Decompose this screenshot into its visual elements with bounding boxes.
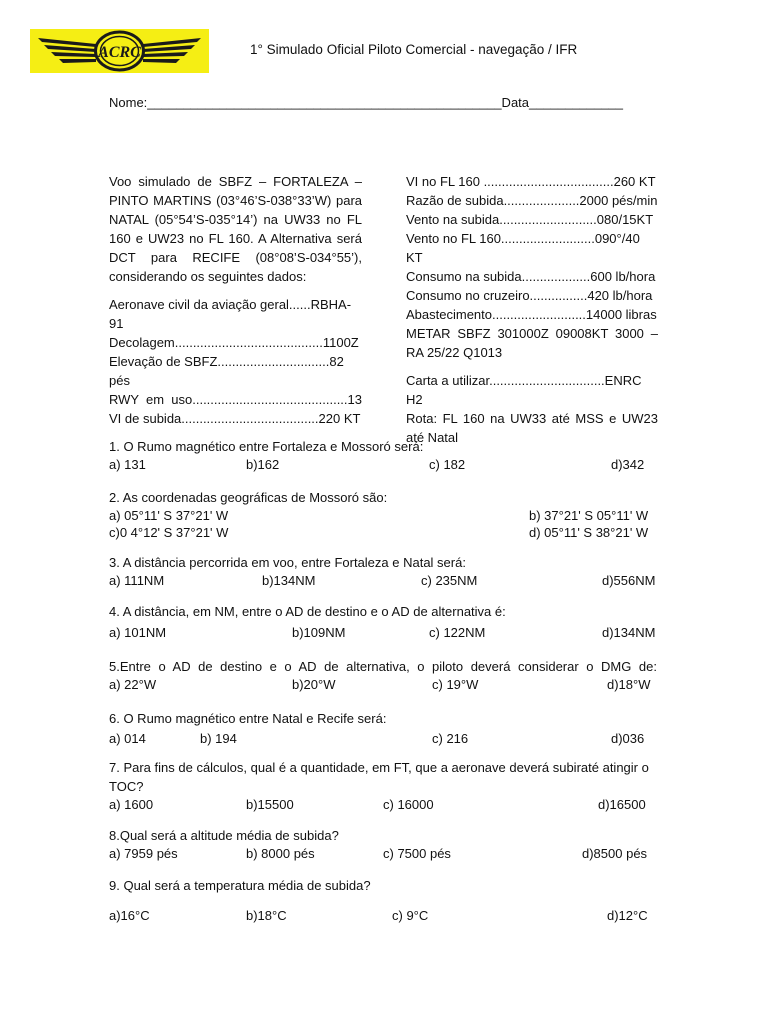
data-line: Consumo na subida...................600 lb/hora bbox=[406, 269, 656, 284]
answer-b: b) 8000 pés bbox=[246, 846, 315, 861]
answer-b: b)134NM bbox=[262, 573, 316, 588]
data-line: Aeronave civil da aviação geral......RBHA-91 bbox=[109, 297, 352, 331]
question-text: 1. O Rumo magnético entre Fortaleza e Mossoró será: bbox=[109, 439, 424, 454]
answer-d: d)12°C bbox=[607, 908, 648, 923]
answer-c: c) 235NM bbox=[421, 573, 478, 588]
data-line: Vento na subida...........................080/15KT bbox=[406, 212, 654, 227]
answer-a: a)16°C bbox=[109, 908, 150, 923]
answer-a: a) 101NM bbox=[109, 625, 167, 640]
question-text: 9. Qual será a temperatura média de subida? bbox=[109, 878, 371, 893]
acrc-logo bbox=[30, 29, 209, 73]
answer-a: a) 014 bbox=[109, 731, 146, 746]
answer-d: d)036 bbox=[611, 731, 645, 746]
question-1 bbox=[109, 437, 645, 473]
question-text: 6. O Rumo magnético entre Natal e Recife será: bbox=[109, 711, 387, 726]
answer-d: d)16500 bbox=[598, 797, 646, 812]
question-text: 4. A distância, em NM, entre o AD de destino e o AD de alternativa é: bbox=[109, 604, 506, 619]
question-6 bbox=[109, 709, 645, 747]
answer-b: b) 37°21' S 05°11' W bbox=[529, 508, 649, 523]
question-text: 5.Entre o AD de destino e o AD de alternativa, o piloto deverá considerar o DMG de: bbox=[109, 659, 657, 674]
answer-c: c) 19°W bbox=[432, 677, 479, 692]
answer-a: a) 22°W bbox=[109, 677, 157, 692]
answer-d: d)18°W bbox=[607, 677, 651, 692]
name-date-line: Nome:_________________________________________________Data_____________ bbox=[109, 95, 624, 110]
flight-data bbox=[406, 172, 658, 447]
answer-b: b) 194 bbox=[200, 731, 237, 746]
question-9 bbox=[109, 876, 648, 924]
answer-d: d)556NM bbox=[602, 573, 656, 588]
answer-b: b)18°C bbox=[246, 908, 287, 923]
answer-b: b)20°W bbox=[292, 677, 336, 692]
answer-d: d) 05°11' S 38°21' W bbox=[529, 525, 649, 540]
data-line: VI de subida......................................220 KT bbox=[109, 411, 361, 426]
answer-d: d)8500 pés bbox=[582, 846, 648, 861]
answer-d: d)134NM bbox=[602, 625, 656, 640]
data-line: Elevação de SBFZ...............................82 pés bbox=[109, 354, 344, 388]
answer-c: c) 7500 pés bbox=[383, 846, 451, 861]
question-text: 3. A distância percorrida em voo, entre Fortaleza e Natal será: bbox=[109, 555, 466, 570]
answer-a: a) 111NM bbox=[109, 573, 165, 588]
answer-b: b)109NM bbox=[292, 625, 346, 640]
data-line: Vento no FL 160..........................090°/40 KT bbox=[406, 231, 640, 265]
question-8 bbox=[109, 826, 648, 862]
question-text: 7. Para fins de cálculos, qual é a quantidade, em FT, que a aeronave deverá subiraté atingir o TOC? bbox=[109, 760, 649, 794]
answer-b: b)162 bbox=[246, 457, 280, 472]
answer-a: a) 7959 pés bbox=[109, 846, 178, 861]
answer-c: c) 122NM bbox=[429, 625, 486, 640]
question-3 bbox=[109, 553, 656, 589]
answer-a: a) 05°11' S 37°21' W bbox=[109, 508, 229, 523]
question-text: 8.Qual será a altitude média de subida? bbox=[109, 828, 339, 843]
answer-c: c) 216 bbox=[432, 731, 469, 746]
data-line: Abastecimento..........................14000 libras bbox=[406, 307, 657, 322]
data-line: Razão de subida.....................2000 pés/min bbox=[406, 193, 658, 208]
logo-text: ACRC bbox=[98, 44, 141, 61]
answer-c: c)0 4°12' S 37°21' W bbox=[109, 525, 229, 540]
answer-b: b)15500 bbox=[246, 797, 294, 812]
question-5 bbox=[109, 657, 657, 693]
question-text: 2. As coordenadas geográficas de Mossoró são: bbox=[109, 490, 388, 505]
metar-line: METAR SBFZ 301000Z 09008KT 3000 –RA 25/22 Q1013 bbox=[406, 326, 658, 360]
data-line: Decolagem.........................................1100Z bbox=[109, 335, 359, 350]
answer-c: c) 182 bbox=[429, 457, 466, 472]
flight-description bbox=[109, 172, 362, 428]
data-line: VI no FL 160 ....................................260 KT bbox=[406, 174, 656, 189]
intro-paragraph: Voo simulado de SBFZ – FORTALEZA – PINTO MARTINS (03°46’S-038°33’W) para NATAL (05°54’S-035°14’) na UW33 no FL 160 e UW23 no FL 160. A Alternativa será DCT para RECIFE (08°08’S-034°55’), considerando os seguintes dados: bbox=[109, 174, 362, 284]
data-line: Consumo no cruzeiro................420 lb/hora bbox=[406, 288, 653, 303]
question-7 bbox=[109, 758, 657, 813]
answer-c: c) 9°C bbox=[392, 908, 429, 923]
carta-line: Carta a utilizar................................ENRC H2 bbox=[406, 373, 642, 407]
answer-d: d)342 bbox=[611, 457, 645, 472]
answer-a: a) 1600 bbox=[109, 797, 154, 812]
answer-a: a) 131 bbox=[109, 457, 146, 472]
question-4 bbox=[109, 602, 656, 641]
data-line: RWY em uso...........................................13 bbox=[109, 392, 362, 407]
question-2 bbox=[109, 488, 649, 541]
rota-line: Rota: FL 160 na UW33 até MSS e UW23 até Natal bbox=[406, 411, 658, 445]
answer-c: c) 16000 bbox=[383, 797, 434, 812]
page-title: 1° Simulado Oficial Piloto Comercial - navegação / IFR bbox=[250, 42, 578, 57]
